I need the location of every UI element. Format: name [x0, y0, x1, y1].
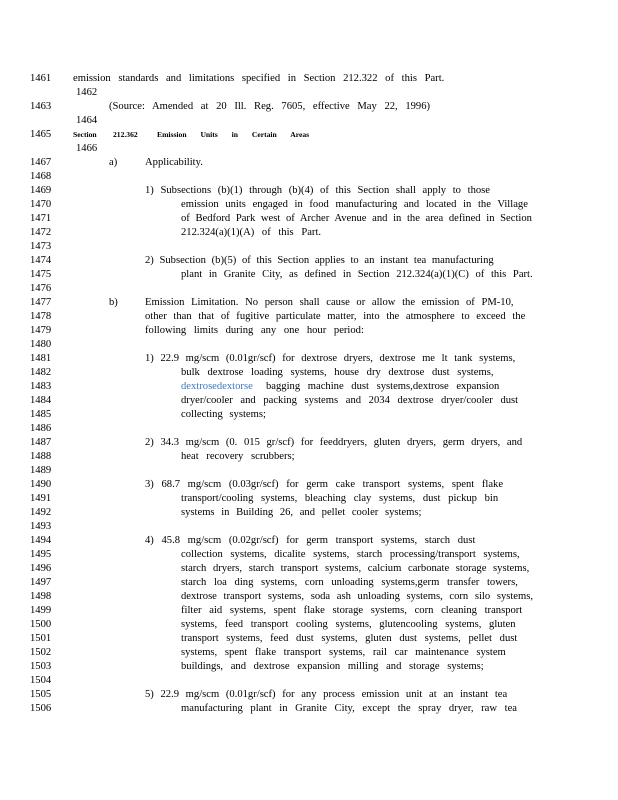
line-number: 1504 — [30, 675, 52, 686]
text-line: emission standards and limitations specified in Section 212.322 of this Part. — [73, 73, 445, 84]
text-line: plant in Granite City, as defined in Section 212.324(a)(1)(C) of this Part. — [181, 269, 533, 280]
tracked-change-link[interactable]: dextrosedextorse — [181, 381, 253, 392]
text-line: buildings, and dextrose expansion milling and storage systems; — [181, 661, 484, 672]
line-number: 1473 — [30, 241, 52, 252]
line-number: 1469 — [30, 185, 52, 196]
line-number: 1493 — [30, 521, 52, 532]
line-number: 1502 — [30, 647, 52, 658]
line-number: 1475 — [30, 269, 52, 280]
line-number: 1491 — [30, 493, 52, 504]
line-number: 1489 — [30, 465, 52, 476]
line-number: 1505 — [30, 689, 52, 700]
text-line: systems, feed transport cooling systems, glutencooling systems, gluten — [181, 619, 516, 630]
section-title: Emission Units in Certain Areas — [157, 130, 310, 139]
line-number: 1478 — [30, 311, 52, 322]
text-line: 1) 22.9 mg/scm (0.01gr/scf) for dextrose dryers, dextrose me lt tank systems, — [145, 353, 516, 364]
text-line: starch dryers, starch transport systems, calcium carbonate storage systems, — [181, 563, 530, 574]
text-line: 3) 68.7 mg/scm (0.03gr/scf) for germ cake transport systems, spent flake — [145, 479, 504, 490]
line-number: 1482 — [30, 367, 52, 378]
text-line: bulk dextrose loading systems, house dry dextrose dust systems, — [181, 367, 494, 378]
text-line: 2) 34.3 mg/scm (0. 015 gr/scf) for feeddryers, gluten dryers, germ dryers, and — [145, 437, 523, 448]
line-number: 1506 — [30, 703, 52, 714]
line-number: 1474 — [30, 255, 52, 266]
line-number: 1501 — [30, 633, 52, 644]
line-number: 1480 — [30, 339, 52, 350]
line-number: 1488 — [30, 451, 52, 462]
text-line: systems in Building 26, and pellet cooler systems; — [181, 507, 422, 518]
line-number: 1468 — [30, 171, 52, 182]
line-number: 1484 — [30, 395, 52, 406]
line-number: 1463 — [30, 101, 52, 112]
line-number: 1462 — [76, 87, 98, 98]
subsection-label: a) — [109, 157, 118, 168]
line-number: 1471 — [30, 213, 52, 224]
line-number: 1477 — [30, 297, 52, 308]
text-line: transport/cooling systems, bleaching clay systems, dust pickup bin — [181, 493, 499, 504]
section-number: 212.362 — [113, 130, 138, 139]
line-number: 1496 — [30, 563, 52, 574]
text-line: systems, spent flake transport systems, rail car maintenance system — [181, 647, 506, 658]
line-number: 1499 — [30, 605, 52, 616]
text-line: heat recovery scrubbers; — [181, 451, 295, 462]
text-line: 2) Subsection (b)(5) of this Section applies to an instant tea manufacturing — [145, 255, 494, 266]
line-number: 1492 — [30, 507, 52, 518]
line-number: 1466 — [76, 143, 98, 154]
text-line: starch loa ding systems, corn unloading systems,germ transfer towers, — [181, 577, 518, 588]
text-line: bagging machine dust systems,dextrose expansion — [266, 381, 500, 392]
line-number: 1485 — [30, 409, 52, 420]
text-line: 212.324(a)(1)(A) of this Part. — [181, 227, 322, 238]
line-number: 1465 — [30, 129, 52, 140]
line-number: 1503 — [30, 661, 52, 672]
text-line: 5) 22.9 mg/scm (0.01gr/scf) for any process emission unit at an instant tea — [145, 689, 508, 700]
line-number: 1461 — [30, 73, 52, 84]
line-number: 1497 — [30, 577, 52, 588]
text-line: manufacturing plant in Granite City, except the spray dryer, raw tea — [181, 703, 517, 714]
subsection-label: b) — [109, 297, 118, 308]
line-number: 1500 — [30, 619, 52, 630]
text-line: emission units engaged in food manufacturing and located in the Village — [181, 199, 528, 210]
line-number: 1467 — [30, 157, 52, 168]
text-line: of Bedford Park west of Archer Avenue and in the area defined in Section — [181, 213, 532, 224]
text-line: dextrose transport systems, soda ash unloading systems, corn silo systems, — [181, 591, 534, 602]
text-line: following limits during any one hour period: — [145, 325, 364, 336]
line-number: 1486 — [30, 423, 52, 434]
line-number: 1481 — [30, 353, 52, 364]
text-line: Applicability. — [145, 157, 203, 168]
text-line: collection systems, dicalite systems, starch processing/transport systems, — [181, 549, 520, 560]
text-line: Emission Limitation. No person shall cause or allow the emission of PM-10, — [145, 297, 514, 308]
line-number: 1464 — [76, 115, 98, 126]
line-number: 1476 — [30, 283, 52, 294]
line-number: 1472 — [30, 227, 52, 238]
text-line: transport systems, feed dust systems, gluten dust systems, pellet dust — [181, 633, 518, 644]
text-line: other than that of fugitive particulate matter, into the atmosphere to exceed the — [145, 311, 526, 322]
text-line: collecting systems; — [181, 409, 266, 420]
line-number: 1498 — [30, 591, 52, 602]
line-number: 1494 — [30, 535, 52, 546]
line-number: 1479 — [30, 325, 52, 336]
text-line: 1) Subsections (b)(1) through (b)(4) of this Section shall apply to those — [145, 185, 490, 196]
line-number: 1483 — [30, 381, 52, 392]
text-line: filter aid systems, spent flake storage systems, corn cleaning transport — [181, 605, 523, 616]
line-number: 1487 — [30, 437, 52, 448]
line-number: 1470 — [30, 199, 52, 210]
line-number: 1490 — [30, 479, 52, 490]
section-label: Section — [73, 130, 97, 139]
text-line: 4) 45.8 mg/scm (0.02gr/scf) for germ transport systems, starch dust — [145, 535, 476, 546]
line-number: 1495 — [30, 549, 52, 560]
source-note: (Source: Amended at 20 Ill. Reg. 7605, effective May 22, 1996) — [109, 101, 431, 112]
text-line: dryer/cooler and packing systems and 2034 dextrose dryer/cooler dust — [181, 395, 519, 406]
